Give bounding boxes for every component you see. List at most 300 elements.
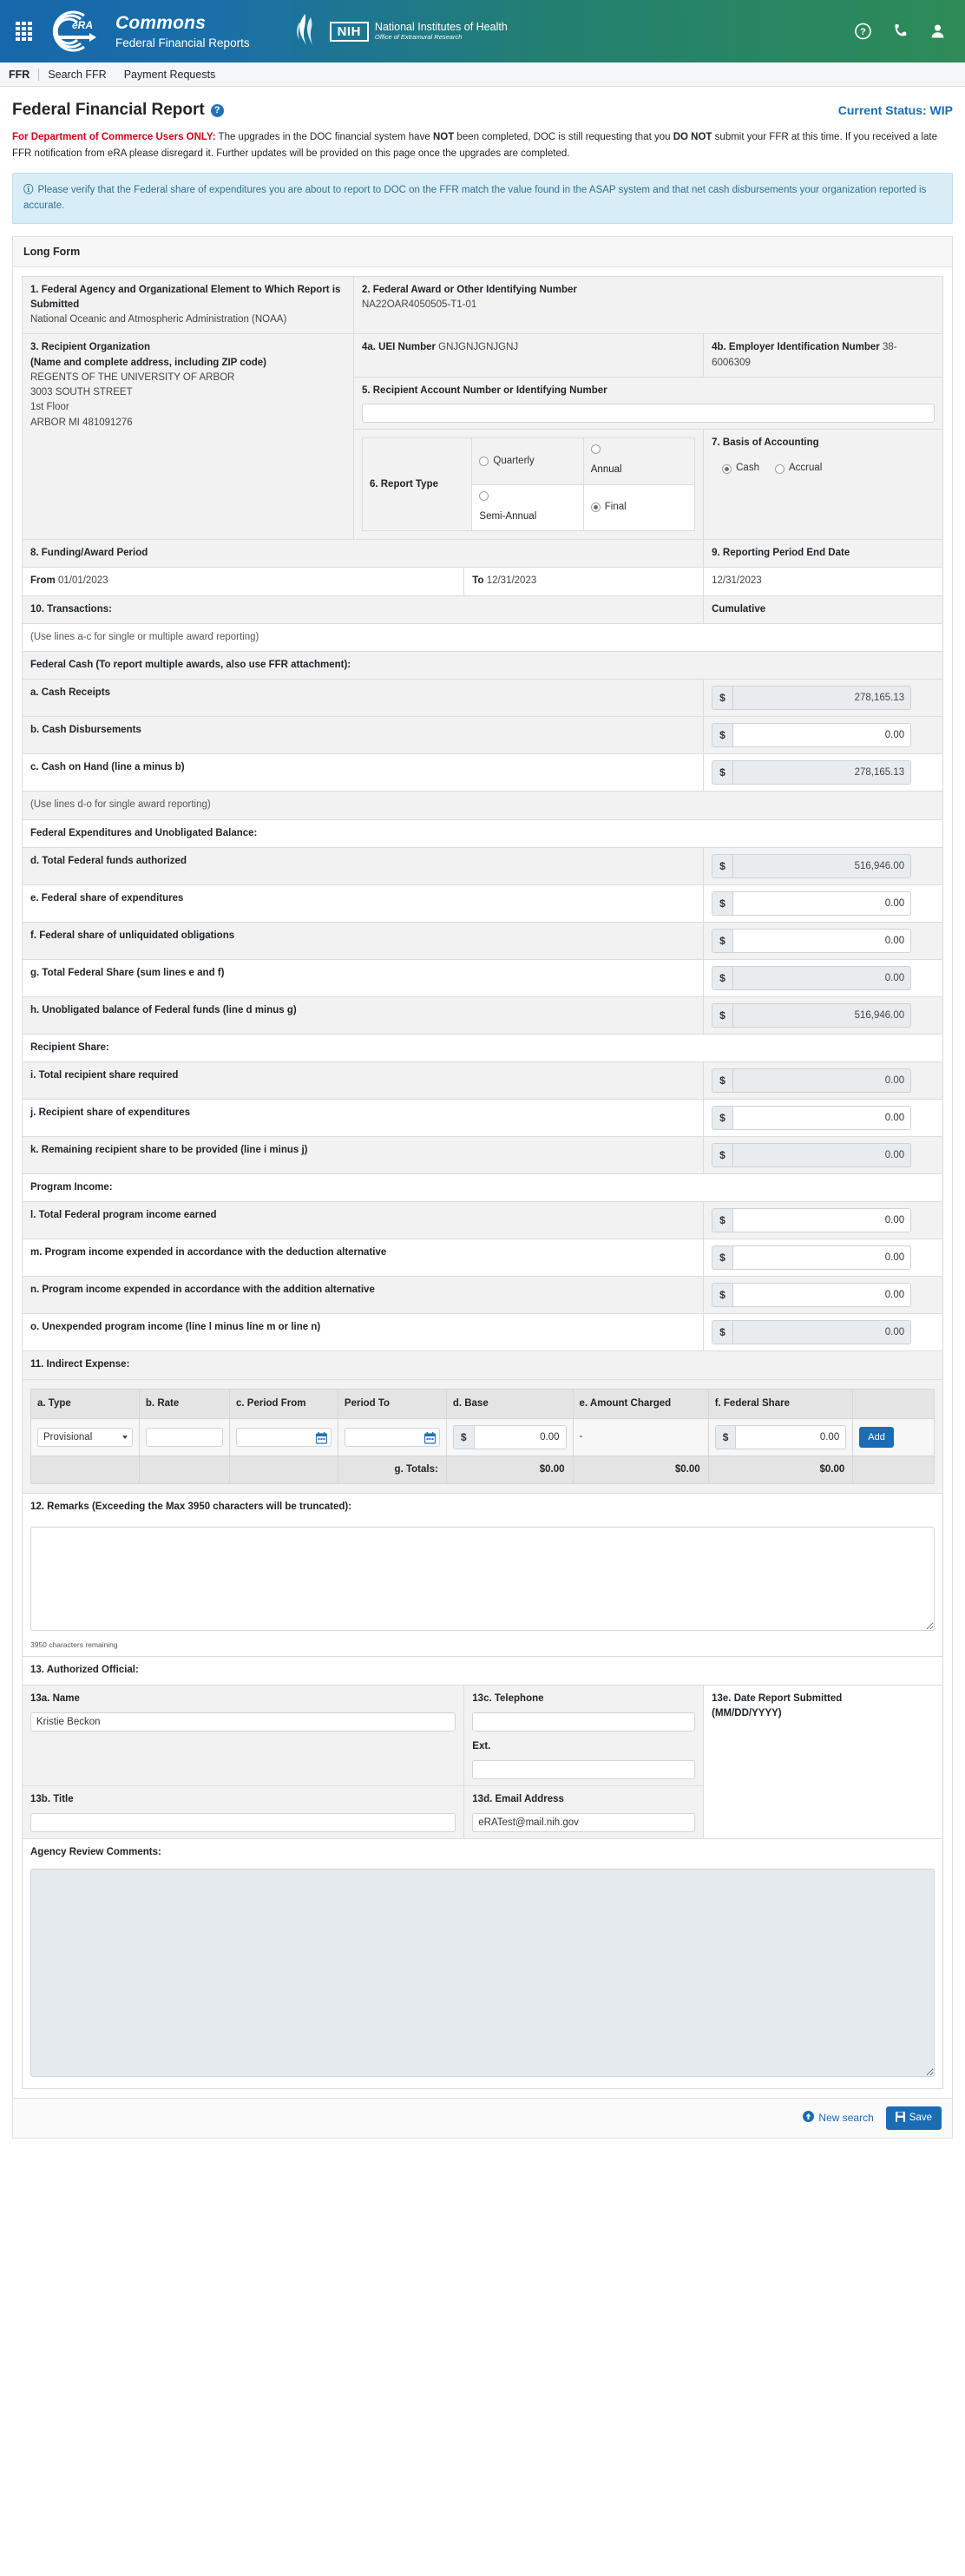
- line-j-label: j. Recipient share of expenditures: [30, 1107, 191, 1119]
- info-icon: ⓘ: [23, 184, 34, 195]
- authorized-official-title-input[interactable]: [30, 1813, 456, 1832]
- report-type-option-semi-annual[interactable]: [472, 484, 583, 531]
- doc-alert-part3: submit your FFR at this time. If you received a late FFR notification from eRA please disregard it. Further updates will be provided on this page once the upgrades are completed.: [12, 132, 937, 159]
- table-row: [23, 334, 943, 378]
- report-type-label-semi-annual: Semi-Annual: [479, 510, 537, 522]
- field-13c-ext-label: Ext.: [472, 1740, 491, 1751]
- note-lines-a-c: (Use lines a-c for single or multiple award reporting): [30, 631, 259, 642]
- nav-link-payment-requests[interactable]: Payment Requests: [123, 68, 216, 81]
- money-line-h: [712, 1003, 911, 1028]
- table-row: [23, 1657, 943, 1685]
- svg-text:eRA: eRA: [72, 19, 94, 31]
- table-row: [23, 819, 943, 847]
- field-11-label: 11. Indirect Expense:: [30, 1359, 130, 1370]
- cell-field-1: [23, 276, 354, 334]
- panel-title: Long Form: [13, 237, 952, 267]
- dollar-sign-icon: $: [712, 761, 733, 784]
- brand-subtitle: Federal Financial Reports: [115, 36, 250, 49]
- totals-federal-share: $0.00: [708, 1456, 853, 1483]
- field-4a-value: GNJGNJGNJGNJ: [438, 342, 519, 353]
- basis-label-cash: Cash: [736, 463, 759, 474]
- dollar-sign-icon: $: [716, 1426, 737, 1449]
- cell-field-4a: [353, 334, 703, 378]
- cell-field-13e: [704, 1685, 943, 1839]
- totals-amount-charged: $0.00: [573, 1456, 708, 1483]
- money-line-m: [712, 1245, 911, 1270]
- recipient-account-number-input[interactable]: [362, 404, 935, 423]
- table-row: [23, 792, 943, 819]
- line-e-input[interactable]: [733, 892, 910, 915]
- help-icon[interactable]: ?: [211, 104, 224, 117]
- line-d-label: d. Total Federal funds authorized: [30, 855, 187, 866]
- line-h-input[interactable]: [733, 1004, 910, 1027]
- line-k-input[interactable]: [733, 1144, 910, 1166]
- money-line-l: [712, 1208, 911, 1232]
- line-j-input[interactable]: [733, 1107, 910, 1129]
- table-row: [23, 680, 943, 717]
- line-f-input[interactable]: [733, 930, 910, 952]
- user-icon[interactable]: [929, 23, 946, 40]
- app-header: [0, 0, 965, 62]
- authorized-official-email-input[interactable]: [472, 1813, 695, 1832]
- table-row: [23, 1277, 943, 1314]
- page-title-text: Federal Financial Report: [12, 101, 205, 119]
- apps-grid-icon[interactable]: [16, 22, 32, 41]
- field-13e-sublabel: (MM/DD/YYYY): [712, 1707, 782, 1718]
- save-disk-icon: [896, 2112, 905, 2125]
- col-base: d. Base: [446, 1389, 573, 1418]
- field-8-from-value: 01/01/2023: [57, 575, 108, 587]
- nav-brand-ffr: FFR: [7, 69, 39, 81]
- totals-blank-1: [31, 1456, 140, 1483]
- field-7-label: 7. Basis of Accounting: [712, 437, 819, 449]
- cell-line-j-value: [704, 1100, 943, 1137]
- cell-line-j-label: [23, 1100, 704, 1137]
- field-2-value: NA22OAR4050505-T1-01: [361, 299, 477, 310]
- money-line-b: [712, 723, 911, 747]
- field-12-label: 12. Remarks (Exceeding the Max 3950 characters will be truncated):: [30, 1502, 352, 1513]
- col-period-from: c. Period From: [230, 1389, 338, 1418]
- cell-field-8-label: [23, 540, 704, 568]
- radio-semi-annual[interactable]: [479, 491, 489, 501]
- note-lines-d-o: (Use lines d-o for single award reporting): [30, 799, 211, 811]
- up-arrow-circle-icon: [803, 2111, 814, 2125]
- line-d-input[interactable]: [733, 855, 910, 877]
- line-h-label: h. Unobligated balance of Federal funds (line d minus g): [30, 1004, 297, 1015]
- cell-line-m-label: [23, 1239, 704, 1277]
- field-13d-label: 13d. Email Address: [472, 1794, 564, 1805]
- doc-alert-bold1: NOT: [432, 132, 455, 142]
- dollar-sign-icon: $: [712, 892, 733, 915]
- form-footer: [13, 2098, 952, 2138]
- field-5-label: 5. Recipient Account Number or Identifying Number: [361, 384, 607, 396]
- cell-line-a-label: [23, 680, 704, 717]
- line-g-input[interactable]: [733, 967, 910, 989]
- col-type: a. Type: [31, 1389, 140, 1418]
- totals-label: g. Totals:: [338, 1456, 446, 1483]
- line-g-label: g. Total Federal Share (sum lines e and f): [30, 967, 225, 978]
- field-8-to-value: 12/31/2023: [486, 575, 537, 587]
- cell-period-to: [338, 1418, 446, 1456]
- dollar-sign-icon: $: [712, 1321, 733, 1344]
- doc-alert-lead: For Department of Commerce Users ONLY:: [12, 132, 216, 142]
- field-1-value: National Oceanic and Atmospheric Administration (NOAA): [30, 314, 287, 325]
- cell-field-13c: [464, 1685, 704, 1786]
- brand-title: Commons: [115, 12, 207, 33]
- table-row: [23, 1839, 943, 2089]
- table-row: [23, 568, 943, 595]
- nav-link-search-ffr[interactable]: Search FFR: [48, 68, 107, 81]
- field-9-label: 9. Reporting Period End Date: [712, 548, 850, 559]
- cell-field-9-label: [704, 540, 943, 568]
- section-recipient-share: Recipient Share:: [30, 1042, 109, 1053]
- add-indirect-expense-button[interactable]: Add: [859, 1427, 894, 1448]
- help-circle-icon[interactable]: [855, 23, 871, 40]
- totals-base: $0.00: [446, 1456, 573, 1483]
- dollar-sign-icon: $: [712, 687, 733, 709]
- field-3-label: 3. Recipient Organization: [30, 342, 151, 353]
- cell-section-federal-cash: [23, 652, 943, 680]
- table-row: [23, 1062, 943, 1100]
- line-e-label: e. Federal share of expenditures: [30, 892, 184, 904]
- cell-field-6: [353, 430, 703, 540]
- cell-line-o-value: [704, 1314, 943, 1351]
- money-line-i: [712, 1068, 911, 1093]
- field-3-line-3: 1st Floor: [30, 402, 69, 413]
- cell-line-i-value: [704, 1062, 943, 1100]
- money-line-d: [712, 854, 911, 878]
- line-n-input[interactable]: [733, 1284, 910, 1306]
- radio-accrual[interactable]: [775, 464, 784, 474]
- cell-field-13-label: [23, 1657, 943, 1685]
- dollar-sign-icon: $: [712, 1004, 733, 1027]
- money-line-c: [712, 760, 911, 785]
- field-13c-label: 13c. Telephone: [472, 1692, 544, 1704]
- cell-line-c-value: [704, 754, 943, 792]
- line-a-label: a. Cash Receipts: [30, 687, 111, 699]
- cell-type: [31, 1418, 140, 1456]
- nih-logo: [330, 21, 508, 42]
- nih-badge: NIH: [330, 22, 369, 42]
- table-row: [23, 1314, 943, 1351]
- cell-field-12: [23, 1494, 943, 1657]
- agency-review-comments-label: Agency Review Comments:: [30, 1847, 161, 1858]
- basis-option-accrual[interactable]: [775, 461, 822, 476]
- info-alert-text: Please verify that the Federal share of expenditures you are about to report to DOC on the FFR match the value found in the ASAP system and that net cash disbursements your organization reported is accurate.: [23, 184, 927, 212]
- cell-add-action: [853, 1418, 935, 1456]
- cell-line-k-label: [23, 1137, 704, 1174]
- indirect-expense-row: [31, 1418, 935, 1456]
- svg-text:?: ?: [860, 27, 866, 37]
- long-form-panel: [12, 236, 953, 2139]
- money-line-k: [712, 1143, 911, 1167]
- table-row: [23, 623, 943, 651]
- field-3-sublabel: (Name and complete address, including ZIP code): [30, 357, 267, 368]
- indirect-period-to-input[interactable]: [345, 1428, 440, 1447]
- dollar-sign-icon: $: [712, 967, 733, 989]
- table-row: [23, 1100, 943, 1137]
- new-search-link[interactable]: [803, 2111, 873, 2125]
- table-row: [23, 996, 943, 1034]
- indirect-expense-table: [30, 1389, 935, 1485]
- col-rate: b. Rate: [139, 1389, 229, 1418]
- radio-quarterly[interactable]: [479, 457, 489, 466]
- dollar-sign-icon: $: [712, 1284, 733, 1306]
- report-type-label-final: Final: [604, 502, 627, 513]
- dollar-sign-icon: $: [712, 1209, 733, 1232]
- field-1-label: 1. Federal Agency and Organizational Element to Which Report is Submitted: [30, 284, 341, 310]
- dollar-sign-icon: $: [712, 855, 733, 877]
- indirect-rate-input[interactable]: [146, 1428, 223, 1447]
- line-b-input[interactable]: [733, 724, 910, 746]
- status-value: WIP: [929, 103, 953, 117]
- report-type-option-annual[interactable]: [583, 438, 694, 485]
- cell-line-g-label: [23, 959, 704, 996]
- line-k-label: k. Remaining recipient share to be provided (line i minus j): [30, 1145, 308, 1156]
- table-row: [23, 754, 943, 792]
- cell-line-d-label: [23, 847, 704, 884]
- line-i-label: i. Total recipient share required: [30, 1070, 179, 1081]
- save-label: Save: [909, 2113, 932, 2124]
- cell-line-l-label: [23, 1202, 704, 1239]
- field-8-from-label: From: [30, 575, 56, 587]
- dollar-sign-icon: $: [712, 1246, 733, 1269]
- authorized-official-telephone-input[interactable]: [472, 1712, 695, 1732]
- dollar-sign-icon: $: [712, 1144, 733, 1166]
- dollar-sign-icon: $: [712, 1107, 733, 1129]
- save-button[interactable]: [886, 2106, 942, 2130]
- cell-field-11-label: [23, 1351, 943, 1379]
- indirect-type-select[interactable]: [37, 1428, 133, 1447]
- cell-line-h-value: [704, 996, 943, 1034]
- secondary-nav: [0, 62, 965, 87]
- money-line-o: [712, 1320, 911, 1344]
- cell-line-n-label: [23, 1277, 704, 1314]
- brand-text: [115, 13, 250, 50]
- field-10-col-header: Cumulative: [712, 603, 766, 614]
- cell-line-o-label: [23, 1314, 704, 1351]
- cell-amount-charged: [573, 1418, 708, 1456]
- cell-line-a-value: [704, 680, 943, 717]
- report-type-table: [362, 437, 695, 531]
- hhs-logo-icon: [292, 12, 321, 51]
- field-3-line-1: REGENTS OF THE UNIVERSITY OF ARBOR: [30, 371, 235, 383]
- field-8-to-label: To: [472, 575, 484, 587]
- money-line-j: [712, 1106, 911, 1130]
- table-row: [23, 922, 943, 959]
- field-3-line-4: ARBOR MI 481091276: [30, 417, 133, 428]
- cell-section-recipient-share: [23, 1034, 943, 1061]
- report-type-label-quarterly: Quarterly: [493, 455, 535, 466]
- cell-line-h-label: [23, 996, 704, 1034]
- doc-alert-part1: The upgrades in the DOC financial system have: [218, 132, 430, 142]
- report-type-option-quarterly[interactable]: [472, 438, 583, 485]
- cell-line-k-value: [704, 1137, 943, 1174]
- field-8-label: 8. Funding/Award Period: [30, 548, 148, 559]
- indirect-expense-header-row: [31, 1389, 935, 1418]
- authorized-official-name-input[interactable]: [30, 1712, 456, 1732]
- info-alert: [12, 173, 953, 224]
- field-3-line-2: 3003 SOUTH STREET: [30, 387, 133, 398]
- cell-line-b-value: [704, 717, 943, 754]
- field-4b-value: 38-6006309: [712, 342, 897, 368]
- line-m-input[interactable]: [733, 1246, 910, 1269]
- line-o-label: o. Unexpended program income (line l minus line m or line n): [30, 1322, 321, 1333]
- cell-field-4b: [704, 334, 943, 378]
- table-row: [23, 1494, 943, 1657]
- line-m-label: m. Program income expended in accordance with the deduction alternative: [30, 1247, 387, 1258]
- nih-line-1: National Institutes of Health: [374, 21, 508, 33]
- cell-field-7: [704, 430, 943, 540]
- table-row: [23, 652, 943, 680]
- table-row: [23, 1137, 943, 1174]
- field-4b-label: 4b. Employer Identification Number: [712, 342, 880, 353]
- table-row: [23, 1174, 943, 1202]
- totals-blank-2: [139, 1456, 229, 1483]
- agency-review-comments-textarea[interactable]: [30, 1869, 935, 2077]
- remarks-textarea[interactable]: [30, 1527, 935, 1631]
- totals-blank-4: [853, 1456, 935, 1483]
- cell-field-9-value: [704, 568, 943, 595]
- cell-rate: [139, 1418, 229, 1456]
- report-type-option-final[interactable]: [583, 484, 694, 531]
- cell-field-10-col: [704, 595, 943, 623]
- table-row: [23, 1202, 943, 1239]
- cell-line-i-label: [23, 1062, 704, 1100]
- cell-field-10-label: [23, 595, 704, 623]
- line-f-label: f. Federal share of unliquidated obligations: [30, 930, 235, 941]
- cell-field-8-from: [23, 568, 464, 595]
- line-c-label: c. Cash on Hand (line a minus b): [30, 762, 185, 773]
- cell-section-program-income: [23, 1174, 943, 1202]
- cell-section-federal-expenditures: [23, 819, 943, 847]
- cell-note-ac: [23, 623, 943, 651]
- dollar-sign-icon: $: [712, 930, 733, 952]
- basis-option-cash[interactable]: [722, 461, 759, 476]
- cell-field-3: [23, 334, 354, 540]
- dollar-sign-icon: $: [712, 724, 733, 746]
- col-federal-share: f. Federal Share: [708, 1389, 853, 1418]
- field-13a-label: 13a. Name: [30, 1692, 80, 1704]
- table-row: [23, 959, 943, 996]
- cell-field-13a: [23, 1685, 464, 1786]
- table-row: [23, 847, 943, 884]
- field-4a-label: 4a. UEI Number: [361, 342, 436, 353]
- indirect-amount-charged-value: -: [579, 1431, 583, 1442]
- col-period-to: Period To: [338, 1389, 446, 1418]
- line-c-input[interactable]: [733, 761, 910, 784]
- field-9-value: 12/31/2023: [712, 575, 762, 587]
- era-logo-icon: [46, 9, 103, 54]
- money-line-e: [712, 891, 911, 916]
- dollar-sign-icon: $: [454, 1426, 475, 1449]
- radio-final[interactable]: [591, 503, 601, 512]
- cell-line-b-label: [23, 717, 704, 754]
- indirect-expense-totals-row: [31, 1456, 935, 1483]
- cell-field-5: [353, 377, 942, 429]
- cell-period-from: [230, 1418, 338, 1456]
- section-program-income: Program Income:: [30, 1182, 113, 1193]
- remarks-char-count: 3950 characters remaining: [30, 1640, 118, 1649]
- basis-label-accrual: Accrual: [788, 463, 823, 474]
- status-badge: [838, 101, 953, 117]
- report-type-label-annual: Annual: [590, 464, 622, 476]
- section-federal-expenditures: Federal Expenditures and Unobligated Balance:: [30, 827, 258, 838]
- dollar-sign-icon: $: [712, 1069, 733, 1092]
- table-row: [23, 1685, 943, 1786]
- cell-field-13d: [464, 1786, 704, 1839]
- doc-alert: [12, 129, 953, 162]
- line-o-input[interactable]: [733, 1321, 910, 1344]
- cell-note-do: [23, 792, 943, 819]
- line-i-input[interactable]: [733, 1069, 910, 1092]
- cell-field-13b: [23, 1786, 464, 1839]
- doc-alert-part2: been completed, DOC is still requesting that you: [456, 132, 671, 142]
- table-row: [23, 1351, 943, 1379]
- cell-line-c-label: [23, 754, 704, 792]
- ffr-form-table: [22, 276, 943, 2089]
- cell-base: [446, 1418, 573, 1456]
- money-line-f: [712, 929, 911, 953]
- field-10-label: 10. Transactions:: [30, 603, 112, 614]
- cell-line-f-label: [23, 922, 704, 959]
- table-row: [23, 540, 943, 568]
- cell-federal-share: [708, 1418, 853, 1456]
- table-row: [23, 717, 943, 754]
- radio-cash[interactable]: [722, 464, 732, 474]
- indirect-base-input[interactable]: [475, 1426, 566, 1449]
- field-2-label: 2. Federal Award or Other Identifying Number: [361, 284, 577, 295]
- cell-agency-review-comments: [23, 1839, 943, 2089]
- line-l-label: l. Total Federal program income earned: [30, 1210, 217, 1221]
- new-search-label: New search: [818, 2112, 874, 2125]
- indirect-period-from-input[interactable]: [236, 1428, 332, 1447]
- nih-line-2: Office of Extramural Research: [374, 33, 463, 42]
- line-a-input[interactable]: [733, 687, 910, 709]
- line-n-label: n. Program income expended in accordance with the addition alternative: [30, 1285, 375, 1296]
- table-row: [23, 595, 943, 623]
- money-line-g: [712, 966, 911, 990]
- cell-line-f-value: [704, 922, 943, 959]
- field-13e-label: 13e. Date Report Submitted: [712, 1692, 843, 1704]
- cell-field-2: [353, 276, 942, 334]
- table-row: [23, 276, 943, 334]
- cell-line-e-value: [704, 884, 943, 922]
- money-line-n: [712, 1283, 911, 1307]
- radio-annual[interactable]: [591, 444, 601, 454]
- section-federal-cash: Federal Cash (To report multiple awards, also use FFR attachment):: [30, 660, 351, 671]
- money-indirect-base: [453, 1425, 567, 1449]
- money-indirect-federal-share: [715, 1425, 847, 1449]
- line-l-input[interactable]: [733, 1209, 910, 1232]
- line-b-label: b. Cash Disbursements: [30, 725, 141, 736]
- phone-icon[interactable]: [892, 23, 909, 40]
- totals-blank-3: [230, 1456, 338, 1483]
- table-row: [23, 1239, 943, 1277]
- cell-line-n-value: [704, 1277, 943, 1314]
- table-row: [23, 884, 943, 922]
- cell-line-g-value: [704, 959, 943, 996]
- status-label: Current Status:: [837, 103, 927, 117]
- col-amount-charged: e. Amount Charged: [573, 1389, 708, 1418]
- table-row: [23, 1379, 943, 1494]
- field-13b-label: 13b. Title: [30, 1794, 74, 1805]
- cell-line-m-value: [704, 1239, 943, 1277]
- cell-indirect-expense-table: [23, 1379, 943, 1494]
- authorized-official-ext-input[interactable]: [472, 1760, 695, 1779]
- cell-line-d-value: [704, 847, 943, 884]
- indirect-federal-share-input[interactable]: [736, 1426, 845, 1449]
